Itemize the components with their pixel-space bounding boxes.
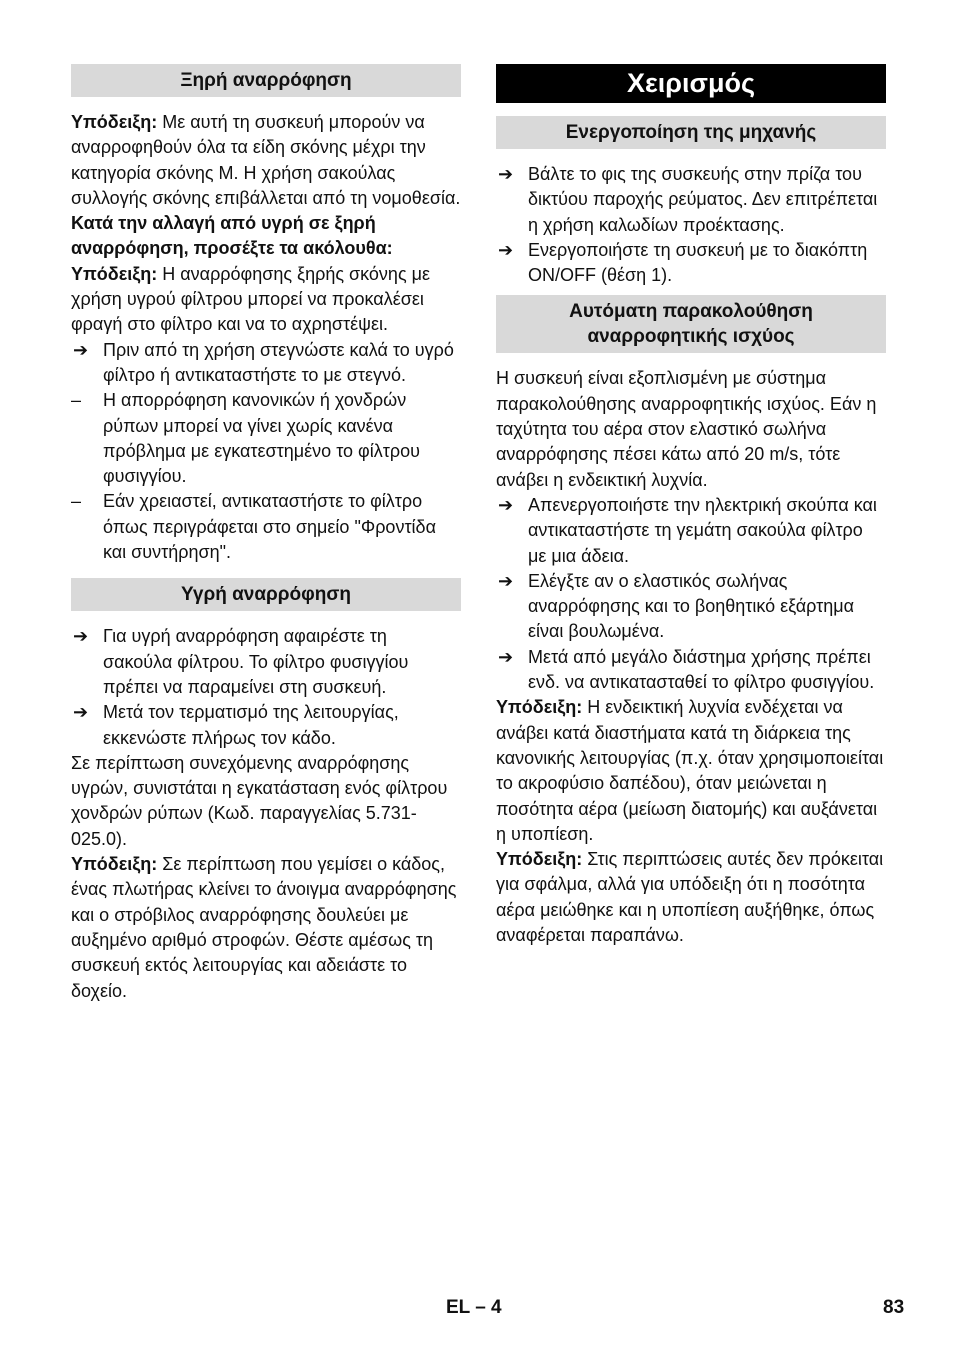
dash-bullet: – — [71, 390, 82, 411]
section-heading-start-machine: Ενεργοποίηση της μηχανής — [496, 116, 886, 149]
arrow-icon: ➔ — [73, 702, 89, 723]
note-label: Υπόδειξη: — [496, 849, 583, 870]
chapter-heading-operation: Χειρισμός — [496, 64, 886, 103]
list-item — [71, 388, 461, 489]
list-item-text: Μετά τον τερματισμό της λειτουργίας, εκκενώστε πλήρως τον κάδο. — [103, 702, 399, 748]
arrow-icon: ➔ — [498, 570, 514, 591]
paragraph-coarse-filter: Σε περίπτωση συνεχόμενης αναρρόφησης υγρών, συνιστάται η εγκατάσταση ενός φίλτρου χονδρών ρύπων (Κωδ. παραγγελίας 5.731-025.0). — [71, 752, 448, 849]
list-item-text: Μετά από μεγάλο διάστημα χρήσης πρέπει ενδ. να αντικατασταθεί το φίλτρο φυσιγγίου. — [528, 646, 875, 693]
list-item — [71, 700, 461, 751]
list-item-text: Για υγρή αναρρόφηση αφαιρέστε τη σακούλα φίλτρου. Το φίλτρο φυσιγγίου πρέπει να παραμείνει στη συσκευή. — [103, 626, 409, 697]
list-item — [71, 624, 461, 700]
dash-bullet: – — [71, 491, 82, 512]
list-item-text: Η απορρόφηση κανονικών ή χονδρών ρύπων μπορεί να γίνει χωρίς κανένα πρόβλημα με εγκατεστημένο το φίλτρου φυσιγγίου. — [103, 390, 420, 487]
list-item — [496, 645, 886, 696]
list-item — [496, 162, 886, 238]
note-text: Σε περίπτωση που γεμίσει ο κάδος, ένας πλωτήρας κλείνει το άνοιγμα αναρρόφησης και ο στρόβιλος αναρρόφησης δουλεύει με αυξημένο αριθμό στροφών. Θέστε αμέσως τη συσκευή εκτός λειτουργίας και αδειάστε το δοχείο. — [71, 854, 457, 1001]
list-item — [71, 338, 461, 389]
arrow-icon: ➔ — [73, 339, 89, 360]
list-item-text: Πριν από τη χρήση στεγνώστε καλά το υγρό φίλτρο ή αντικαταστήστε το με στεγνό. — [103, 339, 454, 385]
note-text: Με αυτή τη συσκευή μπορούν να αναρροφηθούν όλα τα είδη σκόνης μέχρι την κατηγορία σκόνης M. Η χρήση σακούλας συλλογής σκόνης επιβάλλεται από τη νομοθεσία. — [71, 112, 461, 208]
list-item-text: Απενεργοποιήστε την ηλεκτρική σκούπα και αντικαταστήστε τη γεμάτη σακούλα φίλτρο με μια άδεια. — [528, 494, 877, 566]
arrow-icon: ➔ — [498, 646, 514, 667]
list-item — [496, 569, 886, 645]
section-heading-wet-vacuuming: Υγρή αναρρόφηση — [71, 578, 461, 611]
list-item — [496, 493, 886, 569]
left-column — [71, 64, 461, 1004]
list-item-text: Βάλτε το φις της συσκευής στην πρίζα του δικτύου παροχής ρεύματος. Δεν επιτρέπεται η χρήση καλωδίων προέκτασης. — [528, 164, 878, 235]
note-dust-classes — [71, 110, 461, 211]
arrow-icon: ➔ — [73, 626, 89, 647]
arrow-icon: ➔ — [498, 164, 514, 184]
list-item-text: Ελέγξτε αν ο ελαστικός σωλήνας αναρρόφησης και το βοηθητικό εξάρτημα είναι βουλωμένα. — [528, 570, 855, 642]
note-label: Υπόδειξη: — [71, 854, 158, 875]
note-text: Η αναρρόφησης ξηρής σκόνης με χρήση υγρού φίλτρου μπορεί να προκαλέσει φραγή στο φίλτρο και να το αχρηστέψει. — [71, 263, 431, 335]
list-item — [71, 489, 461, 565]
note-text: Η ενδεικτική λυχνία ενδέχεται να ανάβει κατά διαστήματα κατά τη διάρκεια της κανονικής λειτουργίας (π.χ. όταν χρησιμοποιείται το ακροφύσιο δαπέδου), όταν μειώνεται η ποσότητα αέρα (μείωση διατομής) και αυξάνεται η υποπίεση. — [496, 697, 884, 844]
footer-page-number: 83 — [883, 1297, 905, 1318]
note-label: Υπόδειξη: — [496, 697, 583, 718]
right-column — [496, 64, 886, 948]
section-heading-dry-vacuuming: Ξηρή αναρρόφηση — [71, 64, 461, 97]
bold-warning: Κατά την αλλαγή από υγρή σε ξηρή αναρρόφηση, προσέξτε τα ακόλουθα: — [71, 213, 393, 259]
list-item-text: Ενεργοποιήστε τη συσκευή με το διακόπτη ON/OFF (θέση 1). — [528, 239, 868, 286]
note-indicator-lamp — [496, 695, 886, 847]
list-item — [496, 238, 886, 289]
paragraph-monitoring: Η συσκευή είναι εξοπλισμένη με σύστημα παρακολούθησης αναρροφητικής ισχύος. Εάν η ταχύτητα του αέρα στον ελαστικό σωλήνα αναρρόφησης πέσει κάτω από 20 m/s, τότε ανάβει η ενδεικτική λυχνία. — [496, 368, 877, 490]
note-label: Υπόδειξη: — [71, 112, 158, 132]
note-text: Στις περιπτώσεις αυτές δεν πρόκειται για σφάλμα, αλλά για υπόδειξη ότι η ποσότητα αέρα μειώθηκε και η υποπίεση αυξήθηκε, όπως αναφέρεται παραπάνω. — [496, 849, 884, 946]
arrow-icon: ➔ — [498, 494, 514, 515]
note-wet-filter — [71, 262, 461, 338]
list-item-text: Εάν χρειαστεί, αντικαταστήστε το φίλτρο όπως περιγράφεται στο σημείο "Φροντίδα και συντήρηση". — [103, 491, 436, 563]
section-heading-suction-monitoring: Αυτόματη παρακολούθηση αναρροφητικής ισχύος — [496, 295, 886, 353]
note-no-fault — [496, 847, 886, 948]
arrow-icon: ➔ — [498, 239, 514, 260]
note-label: Υπόδειξη: — [71, 263, 158, 284]
footer-section-code: EL – 4 — [446, 1297, 502, 1318]
note-float — [71, 852, 461, 1004]
